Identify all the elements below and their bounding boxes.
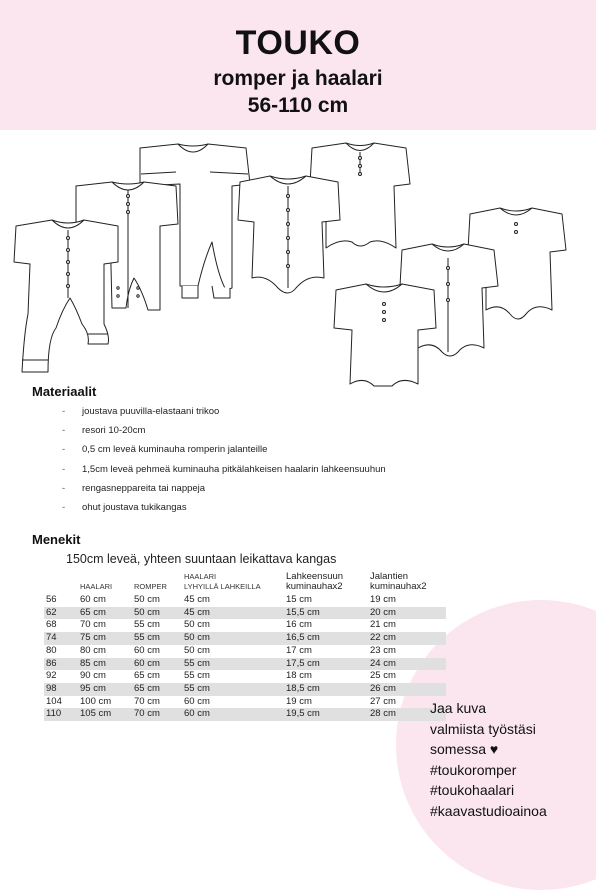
table-cell: 56 [46, 594, 57, 605]
table-cell: 18 cm [286, 670, 312, 682]
leg-elastic-column-header: Lahkeensuun kuminauhax2 [286, 571, 344, 592]
table-cell: 25 cm [370, 670, 396, 682]
table-cell: 98 [44, 683, 78, 696]
table-cell: 20 cm [368, 607, 446, 620]
pattern-title: TOUKO [235, 24, 361, 62]
table-cell: 60 cm [134, 644, 160, 656]
table-cell: 23 cm [370, 644, 396, 656]
table-cell: 74 [44, 632, 78, 645]
table-cell: 68 [46, 619, 57, 631]
legopening-elastic-column-header: Jalantien kuminauhax2 [370, 571, 427, 592]
table-cell: 60 cm [132, 658, 182, 671]
share-callout [430, 698, 547, 821]
table-cell: 75 cm [78, 632, 132, 645]
table-row [44, 632, 446, 645]
table-cell: 55 cm [182, 658, 284, 671]
material-item: - ohut joustava tukikangas [60, 498, 386, 517]
table-cell: 50 cm [184, 619, 210, 631]
table-cell: 65 cm [78, 607, 132, 620]
material-item: - rengasneppareita tai nappeja [60, 479, 386, 498]
hashtag-toukoromper: #toukoromper [430, 761, 517, 778]
romper-column-header: ROMPER [134, 582, 167, 591]
table-cell: 104 [46, 695, 62, 707]
table-cell: 90 cm [80, 670, 106, 682]
material-item: - resori 10-20cm [60, 421, 386, 440]
table-cell: 22 cm [368, 632, 446, 645]
table-cell: 95 cm [78, 683, 132, 696]
table-cell: 45 cm [184, 594, 210, 605]
table-cell: 16,5 cm [284, 632, 368, 645]
table-cell: 55 cm [132, 632, 182, 645]
table-cell: 110 [44, 708, 78, 721]
table-row [44, 658, 446, 671]
haalari-front-illustration [14, 220, 118, 372]
table-cell: 85 cm [78, 658, 132, 671]
romper-front-illustration [238, 176, 340, 293]
haalari-column-header: HAALARI [80, 582, 113, 591]
table-cell: 28 cm [368, 708, 446, 721]
table-cell: 26 cm [368, 683, 446, 696]
table-cell: 60 cm [184, 695, 210, 707]
table-row [44, 645, 446, 658]
material-item: - 0,5 cm leveä kuminauha romperin jalanteille [60, 440, 386, 459]
table-cell: 19 cm [370, 594, 396, 605]
table-row [44, 683, 446, 696]
materials-list [60, 402, 386, 517]
short-haalari-column-header: HAALARI LYHYILLÄ LAHKEILLA [184, 572, 261, 591]
table-cell: 70 cm [80, 619, 106, 631]
table-cell: 92 [46, 670, 57, 682]
table-cell: 62 [44, 607, 78, 620]
table-cell: 55 cm [134, 619, 160, 631]
materials-heading: Materiaalit [32, 384, 97, 399]
table-row [44, 594, 446, 607]
share-line: somessa ♥ [430, 741, 499, 757]
table-cell: 15 cm [286, 594, 312, 605]
table-cell: 80 [46, 644, 57, 656]
table-cell: 60 cm [80, 594, 106, 605]
size-column-header [44, 572, 78, 594]
table-cell: 15,5 cm [284, 607, 368, 620]
hashtag-toukohaalari: #toukohaalari [430, 782, 515, 798]
table-cell: 70 cm [134, 695, 160, 707]
table-cell: 19,5 cm [284, 708, 368, 721]
hashtag-kaavastudioainoa: #kaavastudioainoa [430, 802, 547, 819]
table-cell: 18,5 cm [284, 683, 368, 696]
pattern-subtitle: romper ja haalari [213, 67, 383, 90]
share-line: valmiista työstäsi [430, 720, 536, 737]
table-cell: 21 cm [370, 619, 396, 631]
table-cell: 80 cm [80, 644, 106, 656]
table-cell: 27 cm [370, 695, 396, 707]
table-cell: 100 cm [80, 695, 112, 707]
table-cell: 50 cm [132, 607, 182, 620]
table-row [44, 607, 446, 620]
table-row [44, 696, 446, 709]
size-range: 56-110 cm [247, 94, 349, 117]
table-cell: 45 cm [182, 607, 284, 620]
material-item: - 1,5cm leveä pehmeä kuminauha pitkälahkeisen haalarin lahkeensuuhun [60, 460, 386, 479]
table-cell: 50 cm [182, 632, 284, 645]
table-cell: 24 cm [368, 658, 446, 671]
table-cell: 65 cm [132, 683, 182, 696]
table-cell: 55 cm [182, 683, 284, 696]
table-cell: 50 cm [184, 644, 210, 656]
material-item: - joustava puuvilla-elastaani trikoo [60, 402, 386, 421]
table-cell: 17,5 cm [284, 658, 368, 671]
table-cell: 55 cm [184, 670, 210, 682]
table-cell: 19 cm [286, 695, 312, 707]
table-cell: 65 cm [134, 670, 160, 682]
table-cell: 105 cm [78, 708, 132, 721]
table-cell: 50 cm [134, 594, 160, 605]
yardage-heading: Menekit [32, 532, 81, 547]
table-cell: 86 [44, 658, 78, 671]
table-cell: 70 cm [132, 708, 182, 721]
fabric-note: 150cm leveä, yhteen suuntaan leikattava kangas [66, 552, 337, 566]
table-cell: 16 cm [286, 619, 312, 631]
table-cell: 60 cm [182, 708, 284, 721]
table-row [44, 670, 446, 683]
table-header-row [44, 572, 446, 594]
share-line: Jaa kuva [430, 700, 487, 716]
garment-illustrations [0, 138, 596, 388]
table-row [44, 708, 446, 721]
table-cell: 17 cm [286, 644, 312, 656]
yardage-table [44, 572, 446, 721]
table-row [44, 619, 446, 632]
